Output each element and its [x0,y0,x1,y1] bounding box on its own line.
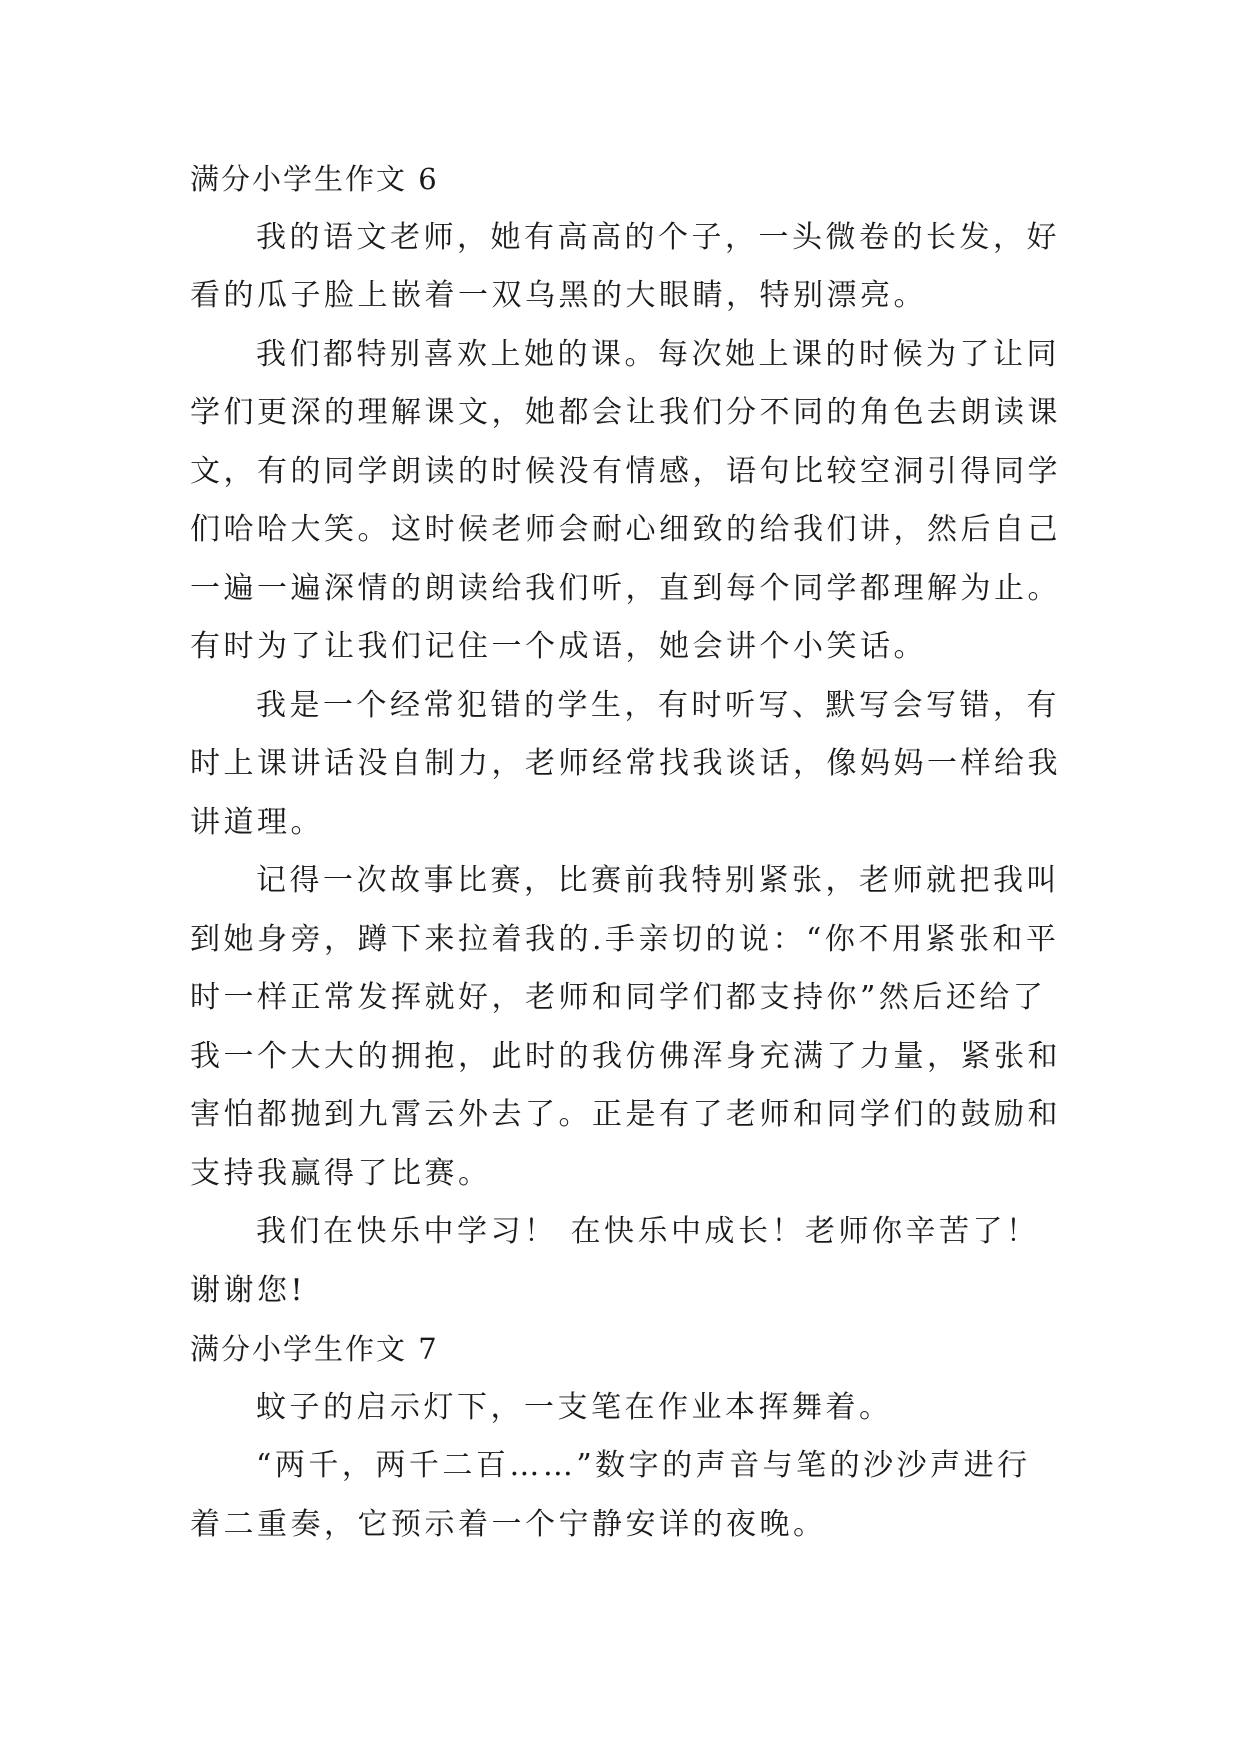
paragraph-6-line-1: 蚊子的启示灯下，一支笔在作业本挥舞着。 [256,1389,893,1425]
paragraph-1-line-1: 我的语文老师，她有高高的个子，一头微卷的长发，好 [256,219,1060,255]
paragraph-2-line-5: 一遍一遍深情的朗读给我们听，直到每个同学都理解为止。 [190,570,1061,606]
essay-title-6: 满分小学生作文 6 [190,162,439,196]
paragraph-4-line-1: 记得一次故事比赛，比赛前我特别紧张，老师就把我叫 [256,863,1060,898]
paragraph-2-line-3: 文，有的同学朗读的时候没有情感，语句比较空洞引得同学 [190,453,1061,489]
paragraph-3-line-3: 讲道理。 [190,804,324,840]
paragraph-4-line-4: 我一个大大的拥抱，此时的我仿佛浑身充满了力量，紧张和 [190,1038,1061,1074]
paragraph-5-line-2: 谢谢您! [190,1272,307,1308]
paragraph-3-line-1: 我是一个经常犯错的学生，有时听写、默写会写错，有 [256,687,1060,723]
paragraph-4-line-2: 到她身旁，蹲下来拉着我的.手亲切的说：“你不用紧张和平 [190,921,1060,957]
paragraph-1-line-2: 看的瓜子脸上嵌着一双乌黑的大眼睛，特别漂亮。 [190,278,927,313]
paragraph-7-line-2: 着二重奏，它预示着一个宁静安详的夜晚。 [190,1506,827,1542]
paragraph-3-line-2: 时上课讲话没自制力，老师经常找我谈话，像妈妈一样给我 [190,746,1061,781]
essay-title-7: 满分小学生作文 7 [190,1332,439,1366]
paragraph-2-line-2: 学们更深的理解课文，她都会让我们分不同的角色去朗读课 [190,395,1061,430]
paragraph-4-line-5: 害怕都抛到九霄云外去了。正是有了老师和同学们的鼓励和 [190,1097,1061,1132]
paragraph-7-line-1: “两千，两千二百……”数字的声音与笔的沙沙声进行 [256,1448,1031,1483]
document-body [190,150,1061,1554]
paragraph-4-line-3: 时一样正常发挥就好，老师和同学们都支持你”然后还给了 [190,980,1047,1015]
paragraph-4-line-6: 支持我赢得了比赛。 [190,1155,492,1191]
paragraph-5-line-1: 我们在快乐中学习！ 在快乐中成长！老师你辛苦了！ [256,1214,1040,1249]
paragraph-2-line-1: 我们都特别喜欢上她的课。每次她上课的时候为了让同 [256,336,1060,372]
paragraph-2-line-4: 们哈哈大笑。这时候老师会耐心细致的给我们讲，然后自己 [190,512,1061,547]
paragraph-2-line-6: 有时为了让我们记住一个成语，她会讲个小笑话。 [190,629,927,664]
